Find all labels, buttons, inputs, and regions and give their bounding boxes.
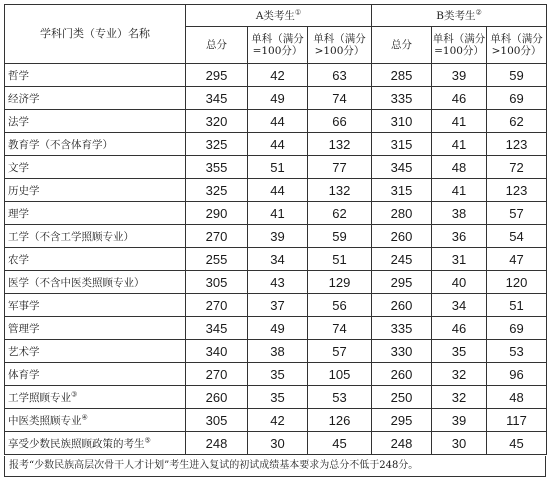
subject-name: 医学（不含中医类照顾专业） — [5, 271, 186, 294]
score-a-total: 345 — [186, 87, 248, 110]
score-a-s2: 132 — [308, 179, 372, 202]
table-row — [5, 248, 547, 271]
score-b-s2: 57 — [487, 202, 547, 225]
table-row — [5, 363, 547, 386]
score-a-s2: 51 — [308, 248, 372, 271]
score-a-s2: 105 — [308, 363, 372, 386]
footnote-mark: ① — [294, 8, 302, 16]
score-a-s2: 62 — [308, 202, 372, 225]
score-a-s2: 77 — [308, 156, 372, 179]
footnote-mark: ④ — [81, 413, 88, 421]
score-b-total: 315 — [372, 179, 432, 202]
table-row — [5, 340, 547, 363]
score-a-total: 340 — [186, 340, 248, 363]
score-b-s2: 51 — [487, 294, 547, 317]
score-a-s1: 39 — [248, 225, 308, 248]
score-b-total: 345 — [372, 156, 432, 179]
table-row — [5, 133, 547, 156]
score-b-s1: 41 — [432, 110, 487, 133]
subject-name: 哲学 — [5, 64, 186, 87]
score-b-total: 335 — [372, 87, 432, 110]
score-a-s2: 74 — [308, 317, 372, 340]
score-a-total: 270 — [186, 225, 248, 248]
table-row — [5, 432, 547, 455]
score-b-s1: 38 — [432, 202, 487, 225]
score-a-s1: 44 — [248, 179, 308, 202]
score-a-s1: 35 — [248, 386, 308, 409]
score-b-total: 310 — [372, 110, 432, 133]
table-row — [5, 64, 547, 87]
score-a-s2: 63 — [308, 64, 372, 87]
score-b-s1: 39 — [432, 409, 487, 432]
footnote-mark: ③ — [71, 390, 78, 398]
table-row — [5, 225, 547, 248]
score-a-s1: 37 — [248, 294, 308, 317]
score-b-total: 260 — [372, 225, 432, 248]
score-a-s2: 74 — [308, 87, 372, 110]
score-a-s2: 56 — [308, 294, 372, 317]
subject-name: 管理学 — [5, 317, 186, 340]
score-a-s1: 35 — [248, 363, 308, 386]
score-a-total: 255 — [186, 248, 248, 271]
score-a-total: 290 — [186, 202, 248, 225]
score-b-total: 295 — [372, 409, 432, 432]
subject-name: 工学照顾专业③ — [5, 386, 186, 409]
score-b-s2: 69 — [487, 87, 547, 110]
score-b-s2: 47 — [487, 248, 547, 271]
table-row — [5, 156, 547, 179]
score-b-total: 285 — [372, 64, 432, 87]
score-a-total: 325 — [186, 179, 248, 202]
score-a-s2: 45 — [308, 432, 372, 455]
score-b-s1: 30 — [432, 432, 487, 455]
subject-name: 农学 — [5, 248, 186, 271]
score-a-s1: 44 — [248, 110, 308, 133]
score-table — [4, 4, 547, 455]
score-a-total: 295 — [186, 64, 248, 87]
subject-name: 体育学 — [5, 363, 186, 386]
score-a-total: 270 — [186, 363, 248, 386]
score-a-total: 260 — [186, 386, 248, 409]
footnote: 报考“少数民族高层次骨干人才计划”考生进入复试的初试成绩基本要求为总分不低于248分。 — [4, 456, 546, 477]
table-row — [5, 294, 547, 317]
score-b-s1: 39 — [432, 64, 487, 87]
score-b-s1: 48 — [432, 156, 487, 179]
score-a-s1: 43 — [248, 271, 308, 294]
score-a-s1: 44 — [248, 133, 308, 156]
score-b-s1: 46 — [432, 87, 487, 110]
score-a-total: 355 — [186, 156, 248, 179]
score-a-s2: 126 — [308, 409, 372, 432]
group-a-header: A类考生① — [186, 5, 372, 27]
subject-column-header: 学科门类（专业）名称 — [5, 5, 186, 64]
b-single-le100-header: 单科（满分=100分） — [432, 27, 487, 64]
score-b-s1: 41 — [432, 133, 487, 156]
score-b-s1: 34 — [432, 294, 487, 317]
score-b-s1: 36 — [432, 225, 487, 248]
subject-name: 军事学 — [5, 294, 186, 317]
subject-name: 历史学 — [5, 179, 186, 202]
score-b-s2: 59 — [487, 64, 547, 87]
score-b-s2: 123 — [487, 133, 547, 156]
a-total-header: 总分 — [186, 27, 248, 64]
score-b-s2: 96 — [487, 363, 547, 386]
score-b-s2: 48 — [487, 386, 547, 409]
table-row — [5, 110, 547, 133]
table-row — [5, 317, 547, 340]
score-a-s1: 41 — [248, 202, 308, 225]
b-total-header: 总分 — [372, 27, 432, 64]
score-a-total: 305 — [186, 409, 248, 432]
table-row — [5, 87, 547, 110]
subject-name: 艺术学 — [5, 340, 186, 363]
score-a-s2: 66 — [308, 110, 372, 133]
subject-name: 理学 — [5, 202, 186, 225]
score-b-s1: 46 — [432, 317, 487, 340]
subject-name: 工学（不含工学照顾专业） — [5, 225, 186, 248]
subject-name: 教育学（不含体育学） — [5, 133, 186, 156]
subject-name: 经济学 — [5, 87, 186, 110]
score-a-total: 305 — [186, 271, 248, 294]
score-a-s1: 42 — [248, 64, 308, 87]
score-a-s2: 129 — [308, 271, 372, 294]
score-b-total: 260 — [372, 363, 432, 386]
score-a-total: 270 — [186, 294, 248, 317]
score-a-s2: 132 — [308, 133, 372, 156]
score-b-total: 250 — [372, 386, 432, 409]
score-a-s2: 57 — [308, 340, 372, 363]
table-row — [5, 271, 547, 294]
table-body — [5, 64, 547, 455]
score-a-total: 320 — [186, 110, 248, 133]
score-b-s1: 35 — [432, 340, 487, 363]
score-a-total: 325 — [186, 133, 248, 156]
score-a-s1: 51 — [248, 156, 308, 179]
score-b-s1: 40 — [432, 271, 487, 294]
score-b-s1: 41 — [432, 179, 487, 202]
table-row — [5, 386, 547, 409]
score-b-total: 280 — [372, 202, 432, 225]
score-b-s1: 32 — [432, 386, 487, 409]
table-header — [5, 5, 547, 64]
score-a-s1: 30 — [248, 432, 308, 455]
b-single-gt100-header: 单科（满分>100分） — [487, 27, 547, 64]
score-b-s2: 62 — [487, 110, 547, 133]
score-b-s2: 123 — [487, 179, 547, 202]
score-a-s1: 38 — [248, 340, 308, 363]
footnote-mark: ② — [475, 8, 482, 16]
subject-name: 文学 — [5, 156, 186, 179]
footnote-mark: ⑤ — [144, 436, 151, 444]
score-b-s1: 31 — [432, 248, 487, 271]
score-b-s2: 117 — [487, 409, 547, 432]
score-a-s1: 49 — [248, 317, 308, 340]
table-row — [5, 179, 547, 202]
table-row — [5, 202, 547, 225]
subject-name: 法学 — [5, 110, 186, 133]
score-a-s1: 42 — [248, 409, 308, 432]
a-single-gt100-header: 单科（满分>100分） — [308, 27, 372, 64]
score-a-total: 248 — [186, 432, 248, 455]
score-b-s2: 54 — [487, 225, 547, 248]
score-a-s1: 34 — [248, 248, 308, 271]
score-a-s2: 59 — [308, 225, 372, 248]
score-b-s2: 45 — [487, 432, 547, 455]
score-b-total: 330 — [372, 340, 432, 363]
subject-name: 享受少数民族照顾政策的考生⑤ — [5, 432, 186, 455]
score-b-s1: 32 — [432, 363, 487, 386]
score-b-total: 335 — [372, 317, 432, 340]
table-row — [5, 409, 547, 432]
score-b-s2: 53 — [487, 340, 547, 363]
score-a-s1: 49 — [248, 87, 308, 110]
score-b-total: 245 — [372, 248, 432, 271]
score-b-total: 260 — [372, 294, 432, 317]
score-a-total: 345 — [186, 317, 248, 340]
group-b-header: B类考生② — [372, 5, 547, 27]
score-b-s2: 69 — [487, 317, 547, 340]
score-b-total: 315 — [372, 133, 432, 156]
score-b-s2: 120 — [487, 271, 547, 294]
score-a-s2: 53 — [308, 386, 372, 409]
subject-name: 中医类照顾专业④ — [5, 409, 186, 432]
a-single-le100-header: 单科（满分=100分） — [248, 27, 308, 64]
score-b-total: 248 — [372, 432, 432, 455]
score-b-s2: 72 — [487, 156, 547, 179]
score-b-total: 295 — [372, 271, 432, 294]
